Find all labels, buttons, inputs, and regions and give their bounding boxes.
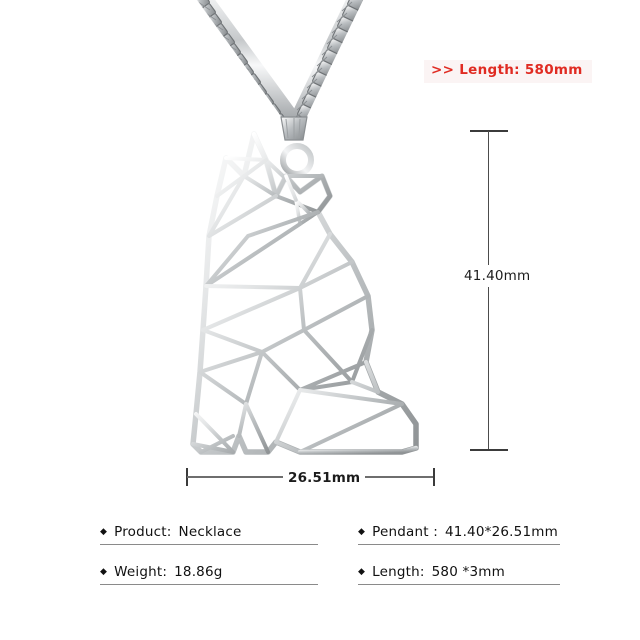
spec-row-length [358,564,560,585]
spec-row-product [100,524,318,545]
spec-label-length: Length: [372,564,425,580]
dimension-label-width: 26.51mm [283,468,365,488]
diamond-bullet-icon: ◆ [358,567,366,577]
diamond-bullet-icon: ◆ [100,527,108,537]
spec-value-length: 580 *3mm [431,564,505,580]
spec-table [0,505,640,585]
dimension-label-height: 41.40mm [462,265,532,287]
dimension-cap-bottom [470,449,508,451]
length-badge: >> Length: 580mm [424,60,592,83]
spec-value-product: Necklace [178,524,242,540]
dimension-cap-right [433,468,435,486]
diamond-bullet-icon: ◆ [100,567,108,577]
spec-row-weight [100,564,318,585]
bail-ring [283,146,311,174]
spec-value-pendant: 41.40*26.51mm [444,524,558,540]
spec-label-pendant: Pendant : [372,524,438,540]
spec-label-weight: Weight: [114,564,168,580]
spec-value-weight: 18.86g [174,564,223,580]
spec-label-product: Product: [114,524,172,540]
spec-row-pendant [358,524,560,545]
dimension-line-vertical [488,131,489,450]
diamond-bullet-icon: ◆ [358,527,366,537]
